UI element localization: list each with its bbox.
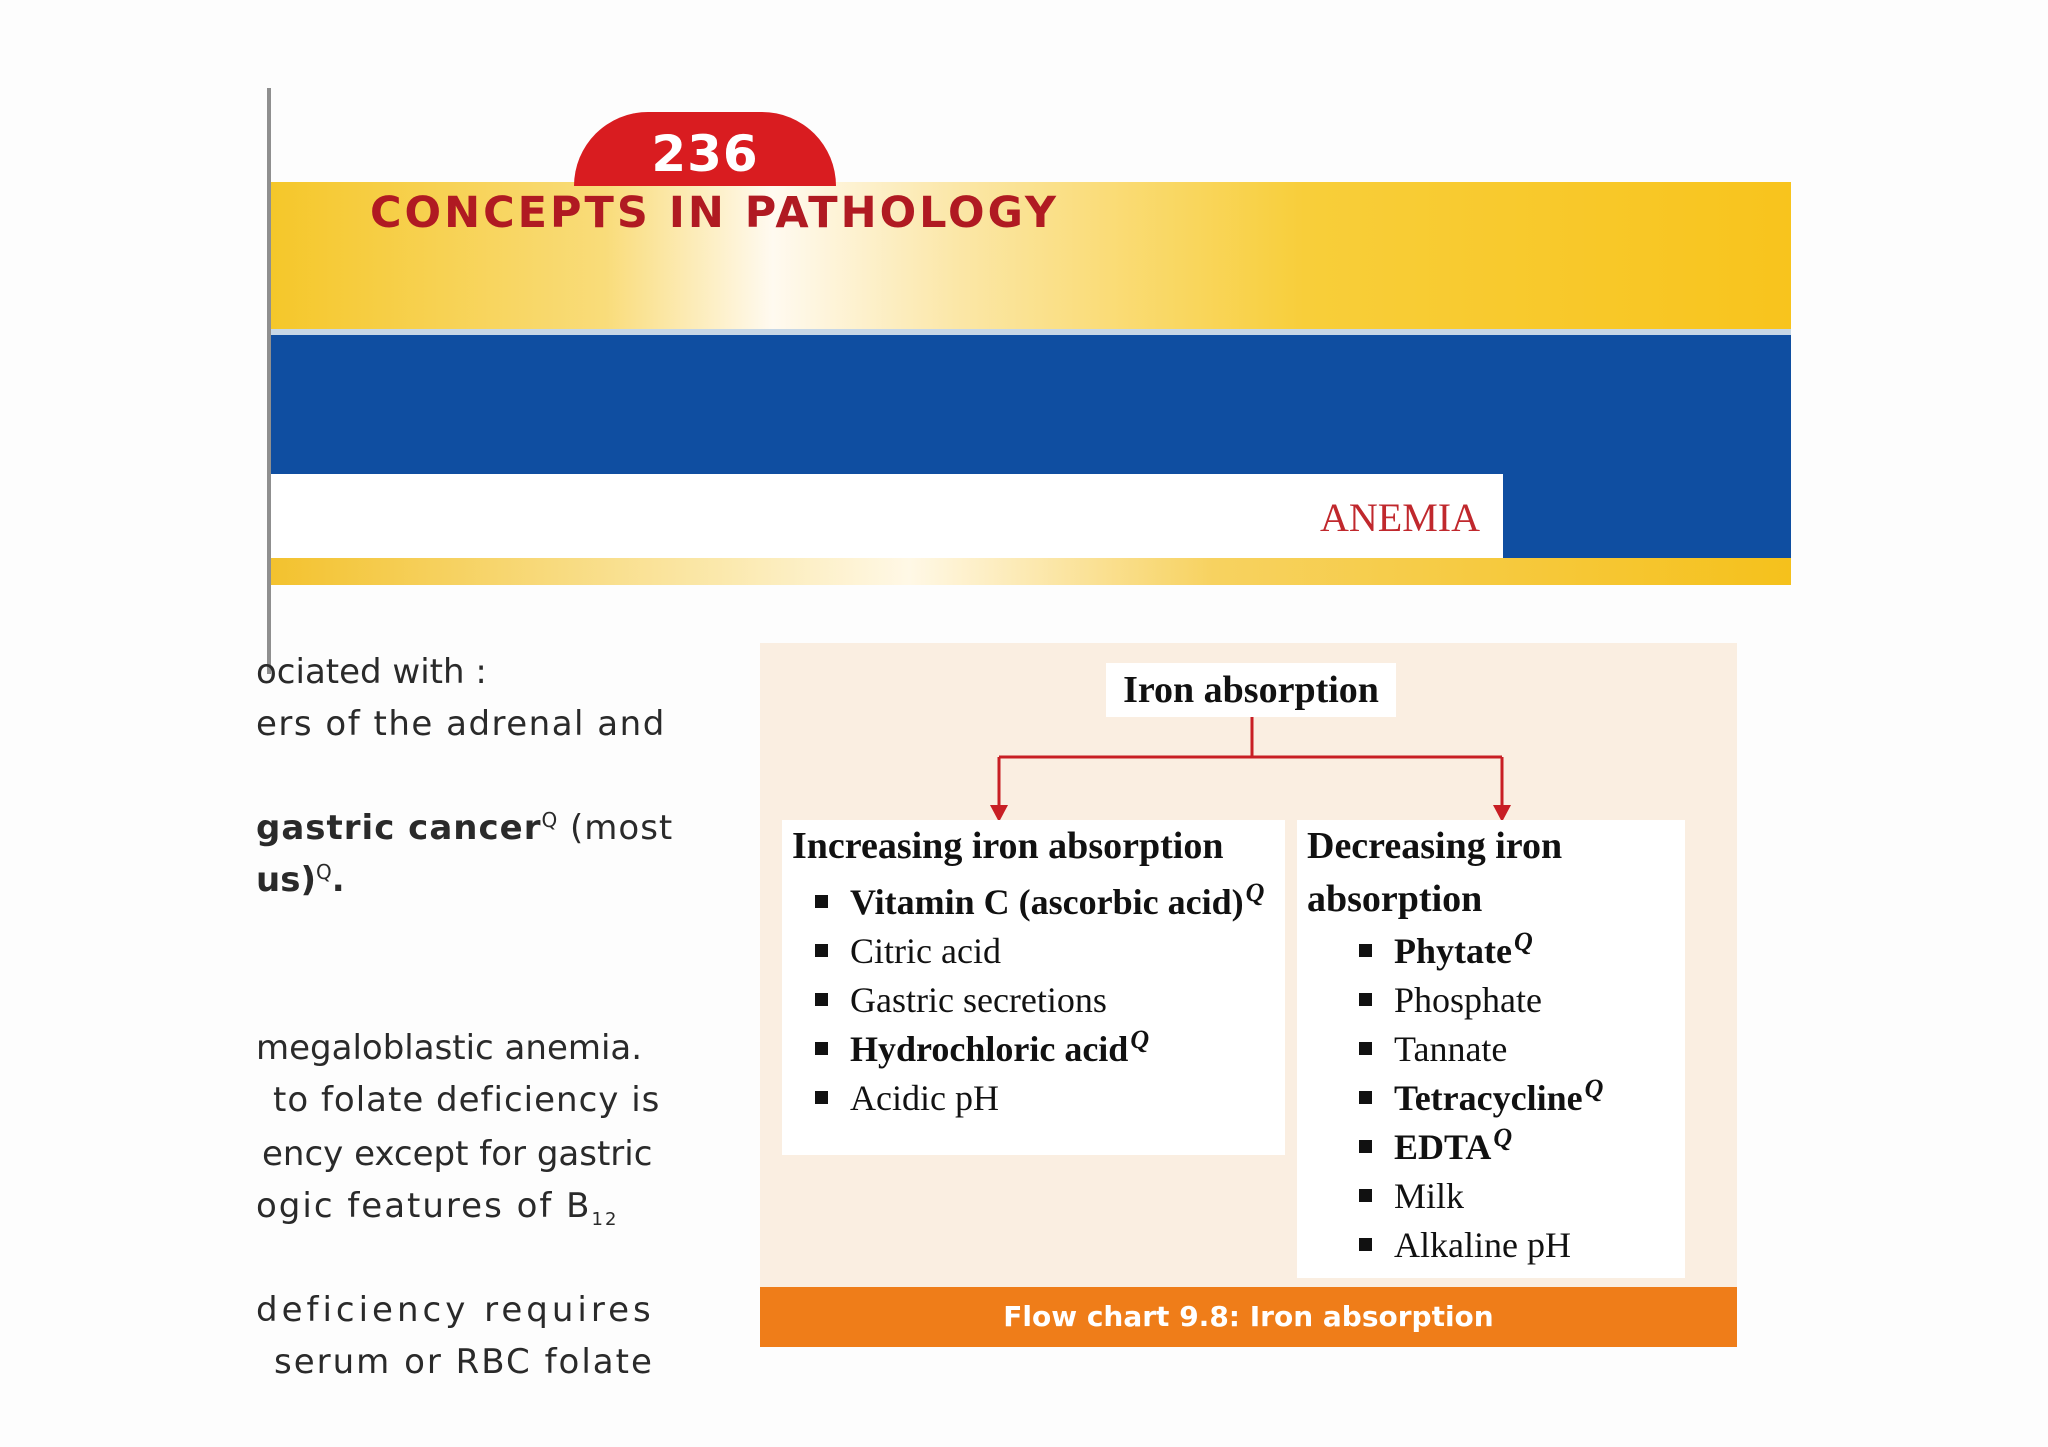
decreasing-item [1297, 926, 1685, 975]
text-line: gastric cancerQ (most [256, 808, 674, 849]
increasing-item [782, 1024, 1285, 1073]
question-mark-superscript: Q [1493, 1122, 1513, 1152]
bullet-icon [1359, 944, 1372, 957]
bullet-icon [1359, 993, 1372, 1006]
question-mark-superscript: Q [1245, 877, 1265, 907]
decreasing-item [1297, 1073, 1685, 1122]
bullet-icon [815, 1091, 828, 1104]
increasing-list [782, 877, 1285, 1122]
bullet-icon [815, 944, 828, 957]
question-mark-superscript: Q [1584, 1073, 1604, 1103]
increasing-branch [782, 820, 1285, 1155]
decreasing-item [1297, 1220, 1685, 1269]
decreasing-item [1297, 1024, 1685, 1073]
text-line: us)Q. [256, 860, 345, 901]
book-title: CONCEPTS IN PATHOLOGY [370, 188, 1060, 238]
text-line: ers of the adrenal and [256, 704, 666, 744]
bullet-icon [1359, 1042, 1372, 1055]
text-line: ociated with : [256, 652, 487, 692]
increasing-title: Increasing iron absorption [792, 825, 1224, 867]
flow-chart-root: Iron absorption [1106, 663, 1396, 717]
question-mark-superscript: Q [1130, 1024, 1150, 1054]
chapter-title: ANEMIA [1320, 495, 1480, 540]
bullet-icon [815, 1042, 828, 1055]
decreasing-item-text: Tetracycline$^Q$ [1394, 1073, 1604, 1118]
question-mark-superscript: Q [1513, 926, 1533, 956]
bullet-icon [1359, 1238, 1372, 1251]
increasing-item [782, 877, 1285, 926]
text-line: megaloblastic anemia. [256, 1028, 643, 1068]
increasing-item-text: Gastric secretions [850, 979, 1107, 1020]
increasing-item [782, 926, 1285, 975]
header-bottom-band [271, 558, 1791, 585]
decreasing-item-text: Alkaline pH [1394, 1224, 1571, 1265]
increasing-item-text: Hydrochloric acid$^Q$ [850, 1024, 1150, 1069]
bullet-icon [815, 895, 828, 908]
decreasing-item-text: Tannate [1394, 1028, 1508, 1069]
body-text-column [256, 640, 674, 1382]
increasing-item [782, 1073, 1285, 1122]
decreasing-item-text: Phytate$^Q$ [1394, 926, 1533, 971]
text-line: ogic features of B12 [256, 1186, 619, 1230]
text-line: to folate deficiency is [273, 1080, 661, 1120]
increasing-item-text: Citric acid [850, 930, 1001, 971]
decreasing-branch [1297, 820, 1685, 1278]
flow-chart-caption: Flow chart 9.8: Iron absorption [760, 1287, 1737, 1347]
text-line: ency except for gastric [262, 1134, 653, 1174]
bullet-icon [1359, 1140, 1372, 1153]
text-line: deficiency requires [256, 1290, 655, 1330]
bullet-icon [1359, 1091, 1372, 1104]
decreasing-title: Decreasing iron absorption [1307, 825, 1563, 920]
page-number: 236 [574, 112, 836, 186]
increasing-item-text: Vitamin C (ascorbic acid)$^Q$ [850, 877, 1265, 922]
decreasing-item [1297, 1122, 1685, 1171]
decreasing-list [1297, 926, 1685, 1269]
decreasing-item [1297, 1171, 1685, 1220]
text-line: serum or RBC folate [274, 1342, 654, 1382]
decreasing-item-text: $EDTA^Q$ [1394, 1122, 1513, 1167]
increasing-item-text: Acidic pH [850, 1077, 999, 1118]
decreasing-item-text: Phosphate [1394, 979, 1542, 1020]
decreasing-item [1297, 975, 1685, 1024]
bullet-icon [815, 993, 828, 1006]
bullet-icon [1359, 1189, 1372, 1202]
increasing-item [782, 975, 1285, 1024]
decreasing-item-text: Milk [1394, 1175, 1465, 1216]
